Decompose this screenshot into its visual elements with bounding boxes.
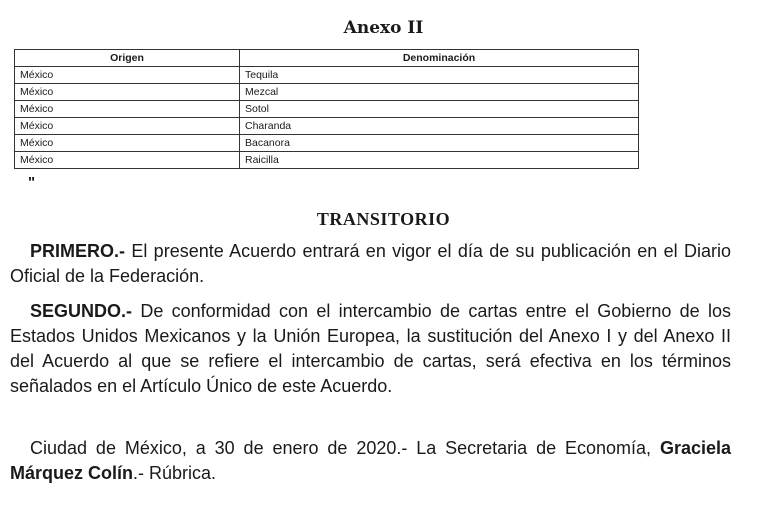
- column-header-denominacion: Denominación: [240, 50, 639, 67]
- paragraph-primero: [10, 239, 731, 289]
- segundo-label: SEGUNDO.-: [30, 301, 133, 321]
- cell-denominacion: Mezcal: [240, 84, 639, 101]
- cell-origen: México: [15, 135, 240, 152]
- paragraph-segundo: [10, 299, 731, 399]
- table-row: [15, 135, 639, 152]
- cell-origen: México: [15, 101, 240, 118]
- cell-denominacion: Sotol: [240, 101, 639, 118]
- signature-suffix: .- Rúbrica.: [133, 463, 217, 483]
- table-row: [15, 67, 639, 84]
- annex-title: Anexo II: [343, 18, 424, 38]
- annex-table: [14, 49, 639, 169]
- cell-denominacion: Raicilla: [240, 152, 639, 169]
- primero-label: PRIMERO.-: [30, 241, 126, 261]
- section-heading-transitorio: TRANSITORIO: [316, 209, 451, 229]
- cell-origen: México: [15, 152, 240, 169]
- column-header-origen: Origen: [15, 50, 240, 67]
- paragraph-signature: [10, 436, 731, 486]
- cell-origen: México: [15, 84, 240, 101]
- closing-quote-mark: ": [28, 174, 36, 191]
- cell-denominacion: Charanda: [240, 118, 639, 135]
- primero-text: El presente Acuerdo entrará en vigor el día de su publicación en el Diario Oficial de la Federación.: [10, 241, 731, 286]
- table-header-row: [15, 50, 639, 67]
- cell-origen: México: [15, 67, 240, 84]
- signature-name: Graciela Márquez Colín: [10, 438, 731, 483]
- table-row: [15, 101, 639, 118]
- segundo-text: De conformidad con el intercambio de cartas entre el Gobierno de los Estados Unidos Mexicanos y la Unión Europea, la sustitución del Anexo I y del Anexo II del Acuerdo al que se refiere el intercambio de cartas, será efectiva en los términos señalados en el Artículo Único de este Acuerdo.: [10, 301, 731, 396]
- cell-denominacion: Tequila: [240, 67, 639, 84]
- cell-origen: México: [15, 118, 240, 135]
- table-row: [15, 152, 639, 169]
- signature-text: Ciudad de México, a 30 de enero de 2020.- La Secretaria de Economía,: [30, 438, 660, 458]
- cell-denominacion: Bacanora: [240, 135, 639, 152]
- table-row: [15, 84, 639, 101]
- table-row: [15, 118, 639, 135]
